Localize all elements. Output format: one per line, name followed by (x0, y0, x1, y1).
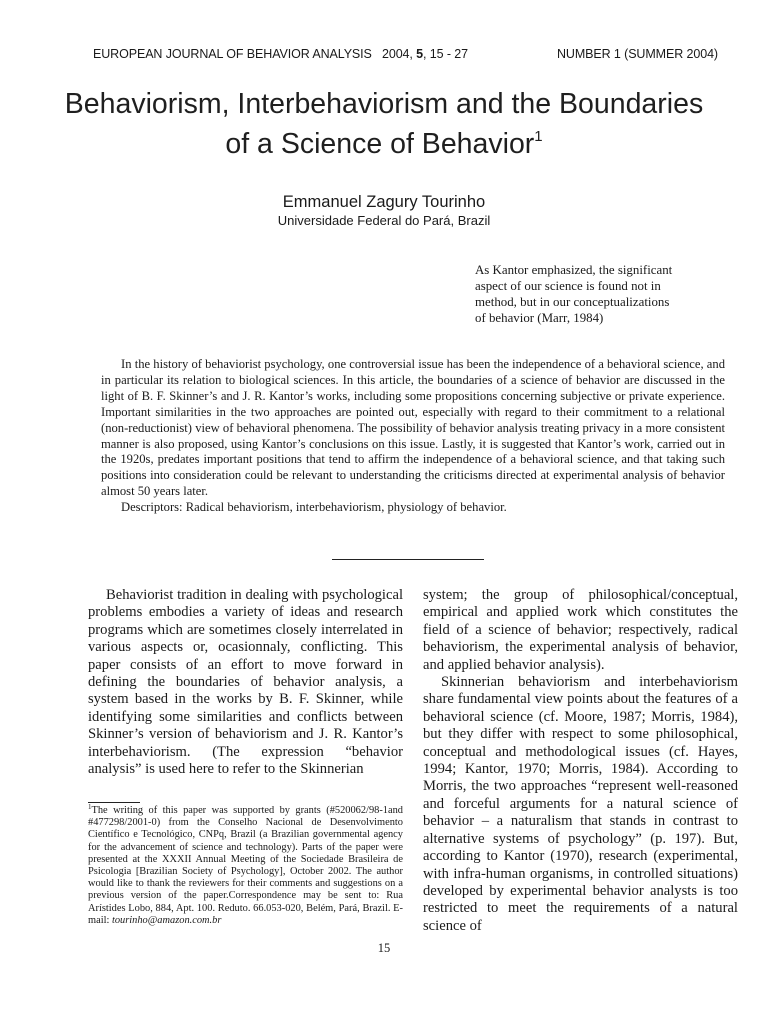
title-line-2-text: of a Science of Behavior (225, 128, 535, 160)
epigraph (475, 262, 708, 326)
page-number: 15 (377, 941, 391, 955)
title-line-1: Behaviorism, Interbehaviorism and the Boundaries (64, 88, 704, 120)
abstract (101, 357, 725, 516)
footnote (88, 805, 403, 927)
paper-title (60, 84, 708, 164)
footnote-text: The writing of this paper was supported by grants (#520062/98-1and #477298/2001-0) from the Conselho Nacional de Desenvolvimento Científico e Tecnológico, CNPq, Brazil (a Brazilian governmental agency for the advancement of science and technology). Parts of the paper were presented at the XXXII Annual Meeting of the Sociedade Brasileira de Psicologia [Brazilian Society of Psychology], October 2002. The author would like to thank the reviewers for their comments and suggestions on a previous version of the paper.Correspondence may be sent to: Rua Arístides Lobo, 884, Apt. 100. Reduto. 66.053-020, Belém, Pará, Brazil. E-mail: (88, 805, 403, 926)
body-paragraph: system; the group of philosophical/conceptual, empirical and applied work which constitutes the field of a science of behavior; respectively, radical behaviorism, the experimental analysis of behavior, and applied behavior analysis). (423, 587, 738, 673)
title-footnote-mark: 1 (534, 128, 543, 145)
epigraph-line: of behavior (Marr, 1984) (475, 311, 604, 325)
issue-info (382, 47, 468, 61)
footnote-email: tourinho@amazon.com.br (111, 914, 222, 926)
abstract-descriptors: Descriptors: Radical behaviorism, interbehaviorism, physiology of behavior. (121, 500, 507, 515)
body-paragraph: Behaviorist tradition in dealing with psychological problems embodies a variety of ideas and research programs which are sometimes closely interrelated in various aspects or, ocasionnaly, conflicting. This paper consists of an effort to move forward in defining the boundaries of behavior analysis, a system based in the works by B. F. Skinner, while identifying some similarities and conflicts between Skinner’s version of behaviorism and J. R. Kantor’s interbehaviorism. (The expression “behavior analysis” is used here to refer to the Skinnerian (88, 587, 403, 778)
author-name: Emmanuel Zagury Tourinho (282, 193, 486, 211)
abstract-text: In the history of behaviorist psychology, one controversial issue has been the independence of a behavioral science, and in particular its relation to biological sciences. In this article, the boundaries of a science of behavior are discussed in the light of B. F. Skinner’s and J. R. Kantor’s works, including some propositions concerning subjective or private experience. Important similarities in the two approaches are pointed out, especially with regard to their commitment to a relational (non-reductionist) view of behavioral phenomena. The possibility of behavior analysis treating privacy in a more consistent manner is also proposed, using Kantor’s conclusions on this issue. Lastly, it is suggested that Kantor’s work, carried out in the 1920s, predates important positions that tend to affirm the independence of a behavioral science, and that taking such positions into consideration could be relevant to understanding the criticisms directed at experimental analysis of behavior almost 50 years later. (101, 357, 725, 499)
footnote-mark: 1 (88, 803, 92, 811)
body-paragraph: Skinnerian behaviorism and interbehaviorism share fundamental view points about the features of a behavioral science (cf. Moore, 1987; Morris, 1984), but they differ with respect to some philosophical, conceptual and methodological issues (cf. Hayes, 1994; Kantor, 1970; Morris, 1984). According to Morris, the two approaches “represent well-reasoned and forceful arguments for a natural science of behavior – a naturalism that stands in contrast to alternative systems of psychology” (p. 197). But, according to Kantor (1970), research (experimental, with infra-human organisms, in controlled situations) developed by experimental behavior analysts is too restricted to meet the requirements of a natural science of (423, 674, 738, 934)
author-affiliation: Universidade Federal do Pará, Brazil (277, 213, 491, 228)
issue-number: NUMBER 1 (SUMMER 2004) (556, 47, 718, 61)
body-column-right (423, 587, 738, 935)
title-line-2 (60, 124, 708, 164)
epigraph-line: aspect of our science is found not in (475, 279, 661, 293)
journal-name: EUROPEAN JOURNAL OF BEHAVIOR ANALYSIS (93, 47, 372, 61)
epigraph-line: method, but in our conceptualizations (475, 295, 670, 309)
issue-pages: , 15 - 27 (423, 47, 468, 61)
body-column-left (88, 587, 403, 778)
footnote-rule (88, 802, 140, 803)
section-divider (332, 559, 484, 560)
issue-volume: 5 (416, 47, 424, 61)
running-header (93, 47, 718, 63)
epigraph-line: As Kantor emphasized, the significant (475, 263, 673, 277)
issue-year: 2004, (382, 47, 417, 61)
